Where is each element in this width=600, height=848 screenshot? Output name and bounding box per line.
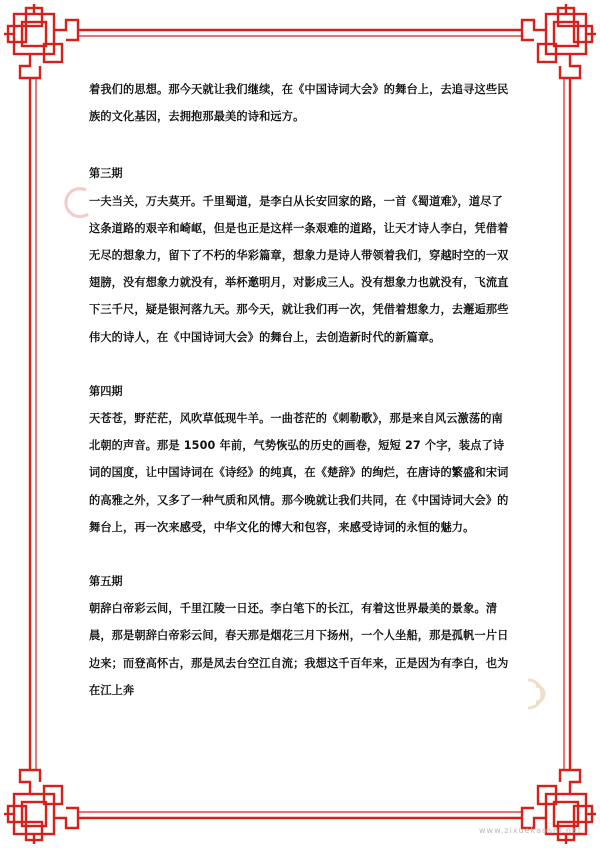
frame-corner-knot-top-right <box>522 4 596 78</box>
intro-paragraph: 着我们的思想。那今天就让我们继续，在《中国诗词大会》的舞台上，去追寻这些民族的文化基因，去拥抱那最美的诗和远方。 <box>89 83 509 124</box>
section-body-5: 朝辞白帝彩云间，千里江陵一日还。李白笔下的长江，有着这世界最美的景象。清晨，那是朝辞白帝彩云间，春天那是烟花三月下扬州，一个人坐船，那是孤帆一片日边来；而登高怀古，那是凤去台空江自流；我想这千百年来，正是因为有李白，也为在江上奔 <box>89 602 509 697</box>
decorative-ring <box>66 189 88 217</box>
section-heading-5: 第五期 <box>89 575 123 589</box>
watermark: www.zixuekaoshi.net <box>478 826 582 835</box>
section-body-4: 天苍苍，野茫茫，风吹草低现牛羊。一曲苍茫的《刺勒歌》，那是来自风云激荡的南北朝的声音。那是 1500 年前，气势恢弘的历史的画卷，短短 27 个字，装点了诗词的国度，让中国诗词在《诗经》的纯真，在《楚辞》的绚烂，在唐诗的繁盛和宋词的高雅之外，又多了一种气质和风情。那今晚就让我们共同，在《中国诗词大会》的舞台上，再一次来感受，中华文化的博大和包容，来感受诗词的永恒的魅力。 <box>89 412 509 534</box>
section-heading-4: 第四期 <box>89 384 123 398</box>
document-body <box>89 76 514 704</box>
section-heading-3: 第三期 <box>89 167 123 181</box>
frame-corner-knot-top-left <box>4 4 78 78</box>
decorative-crescent <box>528 680 544 708</box>
frame-corner-knot-bottom-left <box>4 770 78 844</box>
section-body-3: 一夫当关，万夫莫开。千里蜀道，是李白从长安回家的路，一首《蜀道难》，道尽了这条道路的艰辛和崎岖，但是也正是这样一条艰难的道路，让天才诗人李白，凭借着无尽的想象力，留下了不朽的华彩篇章，想象力是诗人带领着我们，穿越时空的一双翅膀，没有想象力就没有，举杯邀明月，对影成三人。没有想象力也就没有，飞流直下三千尺，疑是银河落九天。那今天，就让我们再一次，凭借着想象力，去邂逅那些伟大的诗人，在《中国诗词大会》的舞台上，去创造新时代的新篇章。 <box>89 194 509 344</box>
